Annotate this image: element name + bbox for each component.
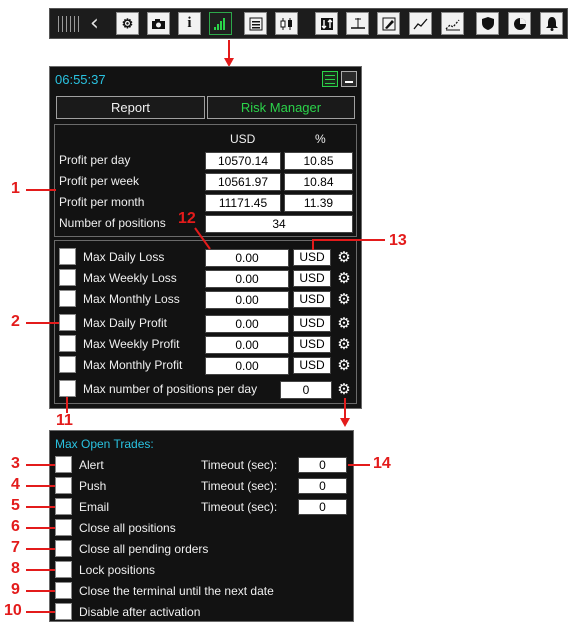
gear-icon[interactable]: ⚙: [337, 314, 351, 332]
annotation-number: 8: [11, 560, 20, 577]
max-positions-label: Max number of positions per day: [83, 382, 258, 396]
grip-handle-icon[interactable]: [58, 16, 82, 32]
list-icon[interactable]: [244, 12, 267, 35]
gear-icon[interactable]: ⚙: [337, 290, 351, 308]
gear-icon[interactable]: ⚙: [337, 356, 351, 374]
annotation-number: 11: [56, 412, 73, 429]
action-label: Lock positions: [79, 563, 156, 577]
timeout-label: Timeout (sec):: [201, 500, 278, 514]
annotation-number: 6: [11, 518, 20, 535]
annotation-number: 13: [389, 232, 407, 249]
annotation-number: 4: [11, 476, 20, 493]
annotation-line: [26, 527, 55, 529]
gear-icon[interactable]: ⚙: [337, 248, 351, 266]
timeout-input[interactable]: 0: [298, 499, 347, 515]
annotation-number: 2: [11, 313, 20, 330]
col-header-usd: USD: [230, 132, 256, 146]
push-checkbox[interactable]: [55, 477, 72, 494]
tab-risk-manager[interactable]: Risk Manager: [207, 96, 355, 119]
annotation-line: [66, 397, 68, 413]
signal-bars-icon[interactable]: [209, 12, 232, 35]
stat-pct-value: 11.39: [284, 194, 353, 212]
annotation-line: [26, 322, 59, 324]
limit-value-input[interactable]: 0.00: [205, 291, 289, 309]
positions-value: 34: [205, 215, 353, 233]
shield-icon[interactable]: [476, 12, 499, 35]
trend-dashed-icon[interactable]: [441, 12, 464, 35]
limit-checkbox[interactable]: [59, 269, 76, 286]
stat-pct-value: 10.85: [284, 152, 353, 170]
action-label: Close all positions: [79, 521, 176, 535]
candles-icon[interactable]: [275, 12, 298, 35]
close-positions-checkbox[interactable]: [55, 519, 72, 536]
stat-usd-value: 10570.14: [205, 152, 281, 170]
timeout-label: Timeout (sec):: [201, 479, 278, 493]
currency-select[interactable]: USD: [293, 315, 331, 332]
stat-pct-value: 10.84: [284, 173, 353, 191]
annotation-number: 14: [373, 455, 391, 472]
limit-checkbox[interactable]: [59, 248, 76, 265]
annotation-line: [26, 189, 56, 191]
gear-icon[interactable]: ⚙: [337, 269, 351, 287]
limit-label: Max Monthly Loss: [83, 292, 180, 306]
limit-checkbox[interactable]: [59, 314, 76, 331]
alert-label: Alert: [79, 458, 104, 472]
annotation-number: 9: [11, 581, 20, 598]
top-toolbar: [49, 8, 568, 39]
close-terminal-checkbox[interactable]: [55, 582, 72, 599]
currency-select[interactable]: USD: [293, 357, 331, 374]
info-icon[interactable]: [178, 12, 201, 35]
email-label: Email: [79, 500, 110, 514]
annotation-line: [26, 611, 55, 613]
action-label: Close all pending orders: [79, 542, 209, 556]
annotation-arrow-down: [339, 398, 351, 433]
annotation-line: [26, 506, 55, 508]
annotation-number: 12: [178, 210, 196, 227]
annotation-line: [348, 464, 370, 466]
tab-report[interactable]: Report: [56, 96, 205, 119]
stat-usd-value: 11171.45: [205, 194, 281, 212]
alert-checkbox[interactable]: [55, 456, 72, 473]
annotation-number: 10: [4, 602, 22, 619]
camera-icon[interactable]: [147, 12, 170, 35]
max-positions-checkbox[interactable]: [59, 380, 76, 397]
info-glyph: i: [187, 15, 192, 31]
push-label: Push: [79, 479, 107, 493]
gear-icon[interactable]: ⚙: [337, 380, 351, 398]
minimize-icon[interactable]: [341, 71, 357, 87]
stat-label: Profit per month: [59, 195, 145, 209]
edit-icon[interactable]: [377, 12, 400, 35]
limit-value-input[interactable]: 0.00: [205, 315, 289, 333]
gear-icon[interactable]: ⚙: [337, 335, 351, 353]
limit-checkbox[interactable]: [59, 290, 76, 307]
annotation-line: [26, 548, 55, 550]
trend-icon[interactable]: [409, 12, 432, 35]
disable-after-checkbox[interactable]: [55, 603, 72, 620]
limit-value-input[interactable]: 0.00: [205, 357, 289, 375]
annotation-line: [26, 569, 55, 571]
limit-label: Max Daily Loss: [83, 250, 165, 264]
limit-value-input[interactable]: 0.00: [205, 249, 289, 267]
annotation-number: 7: [11, 539, 20, 556]
timeout-label: Timeout (sec):: [201, 458, 278, 472]
action-label: Disable after activation: [79, 605, 201, 619]
currency-select[interactable]: USD: [293, 336, 331, 353]
annotation-line: [312, 239, 385, 241]
currency-select[interactable]: USD: [293, 270, 331, 287]
action-label: Close the terminal until the next date: [79, 584, 274, 598]
currency-select[interactable]: USD: [293, 291, 331, 308]
bell-icon[interactable]: [540, 12, 563, 35]
annotation-line: [26, 590, 55, 592]
menu-icon[interactable]: [322, 71, 338, 87]
stat-usd-value: 10561.97: [205, 173, 281, 191]
timeout-input[interactable]: 0: [298, 478, 347, 494]
positions-label: Number of positions: [59, 216, 166, 230]
pie-chart-icon[interactable]: [508, 12, 531, 35]
level-icon[interactable]: [346, 12, 369, 35]
col-header-pct: %: [315, 132, 326, 146]
stat-label: Profit per day: [59, 153, 131, 167]
annotation-number: 1: [11, 180, 20, 197]
limit-value-input[interactable]: 0.00: [205, 336, 289, 354]
lock-positions-checkbox[interactable]: [55, 561, 72, 578]
panel-title: Max Open Trades:: [55, 437, 154, 451]
limit-label: Max Weekly Profit: [83, 337, 180, 351]
annotation-number: 5: [11, 497, 20, 514]
close-pending-checkbox[interactable]: [55, 540, 72, 557]
transfer-icon[interactable]: [315, 12, 338, 35]
limit-label: Max Monthly Profit: [83, 358, 183, 372]
limit-checkbox[interactable]: [59, 335, 76, 352]
limit-checkbox[interactable]: [59, 356, 76, 373]
clock-time: 06:55:37: [55, 72, 106, 87]
stat-label: Profit per week: [59, 174, 140, 188]
annotation-number: 3: [11, 455, 20, 472]
annotation-line: [26, 485, 55, 487]
annotation-line: [194, 227, 214, 256]
gear-icon[interactable]: ⚙: [116, 12, 139, 35]
limit-label: Max Daily Profit: [83, 316, 168, 330]
annotation-line: [26, 464, 55, 466]
chevron-left-icon[interactable]: ‹: [90, 11, 99, 36]
limit-label: Max Weekly Loss: [83, 271, 177, 285]
timeout-input[interactable]: 0: [298, 457, 347, 473]
currency-select[interactable]: USD: [293, 249, 331, 266]
max-positions-input[interactable]: 0: [280, 381, 332, 399]
email-checkbox[interactable]: [55, 498, 72, 515]
limit-value-input[interactable]: 0.00: [205, 270, 289, 288]
